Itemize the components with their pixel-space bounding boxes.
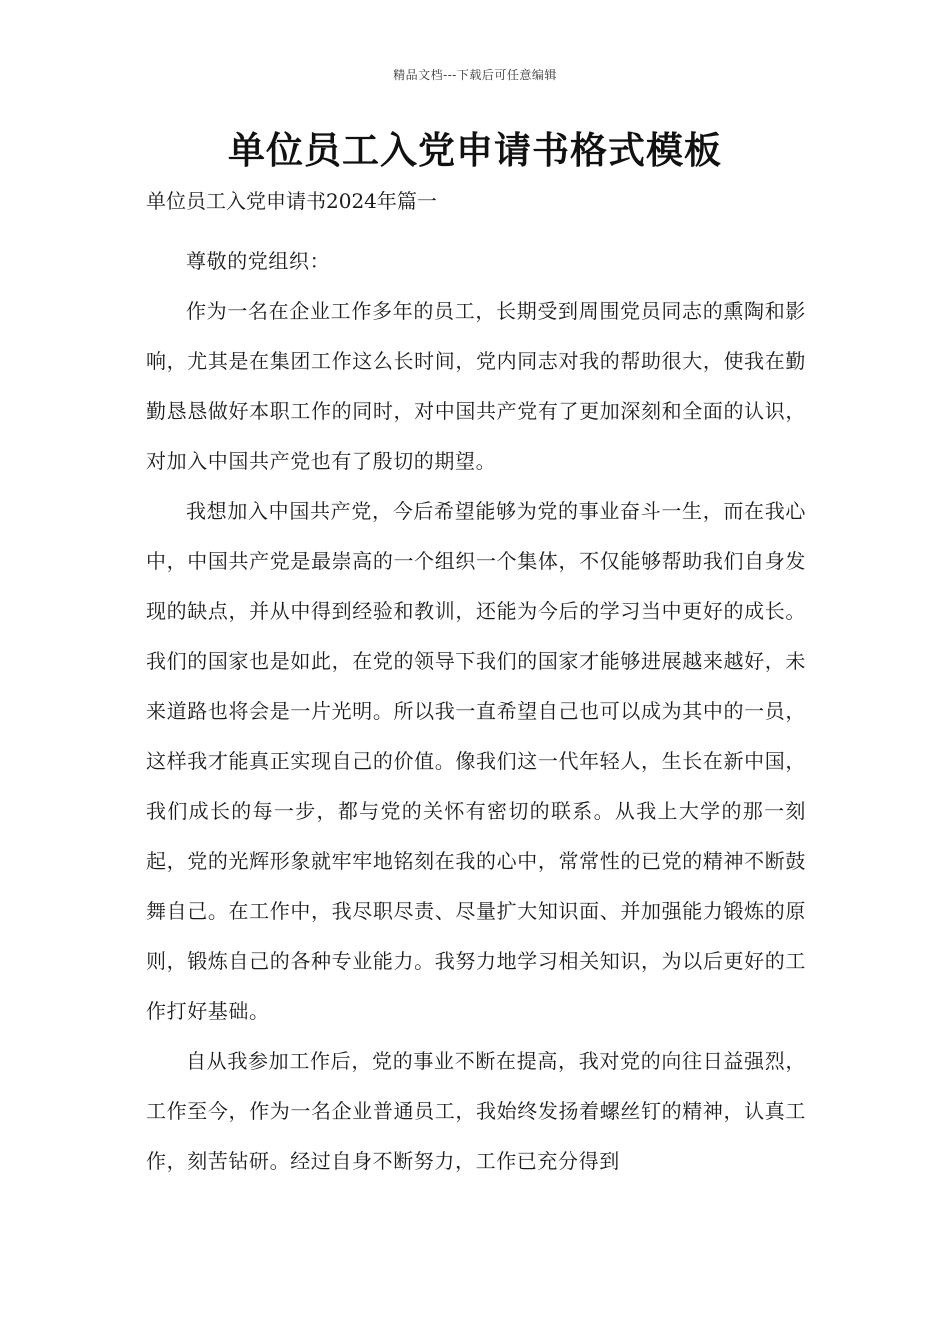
document-body (146, 236, 806, 1186)
document-title: 单位员工入党申请书格式模板 (228, 128, 722, 172)
header-note: 精品文档---下载后可任意编辑 (393, 68, 557, 82)
paragraph-2: 我想加入中国共产党，今后希望能够为党的事业奋斗一生，而在我心中，中国共产党是最崇高的一个组织一个集体，不仅能够帮助我们自身发现的缺点，并从中得到经验和教训，还能为今后的学习当中更好的成长。我们的国家也是如此，在党的领导下我们的国家才能够进展越来越好，未来道路也将会是一片光明。所以我一直希望自己也可以成为其中的一员，这样我才能真正实现自己的价值。像我们这一代年轻人，生长在新中国，我们成长的每一步，都与党的关怀有密切的联系。从我上大学的那一刻起，党的光辉形象就牢牢地铭刻在我的心中，常常性的已党的精神不断鼓舞自己。在工作中，我尽职尽责、尽量扩大知识面、并加强能力锻炼的原则，锻炼自己的各种专业能力。我努力地学习相关知识，为以后更好的工作打好基础。 (146, 499, 806, 1023)
paragraph-3: 自从我参加工作后，党的事业不断在提高，我对党的向往日益强烈，工作至今，作为一名企业普通员工，我始终发扬着螺丝钉的精神，认真工作，刻苦钻研。经过自身不断努力，工作已充分得到 (146, 1049, 806, 1173)
paragraph-1: 作为一名在企业工作多年的员工，长期受到周围党员同志的熏陶和影响，尤其是在集团工作这么长时间，党内同志对我的帮助很大，使我在勤勤恳恳做好本职工作的同时，对中国共产党有了更加深刻和全面的认识，对加入中国共产党也有了殷切的期望。 (146, 299, 806, 473)
greeting: 尊敬的党组织： (186, 249, 331, 273)
document-subtitle: 单位员工入党申请书2024年篇一 (146, 189, 437, 213)
